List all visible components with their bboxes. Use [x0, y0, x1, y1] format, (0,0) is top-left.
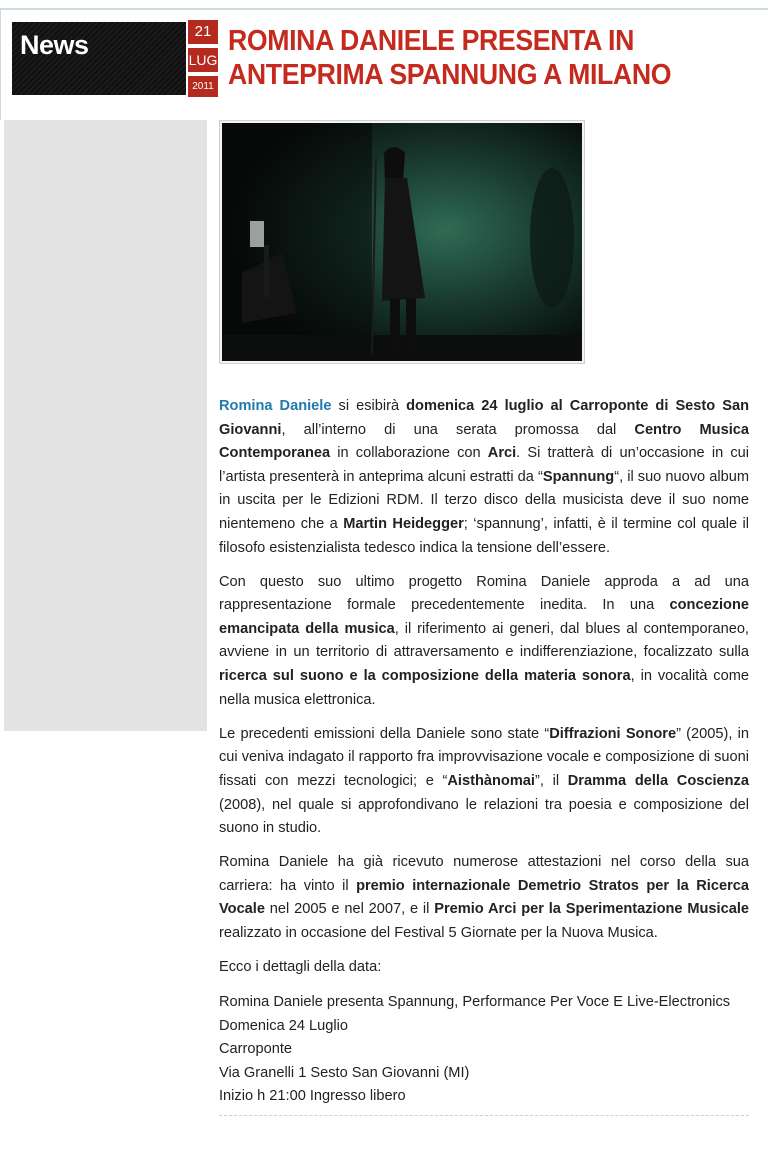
text: , all’interno di una serata promossa dal	[281, 421, 635, 438]
bold-text: Arci	[487, 445, 517, 462]
bold-text: ricerca sul suono e la composizione della materia sonora	[219, 668, 631, 685]
sidebar	[4, 120, 207, 731]
text: “, il suo nuovo album in uscita per le Edizioni RDM. Il terzo disco della musicista deve il suo nome nientemeno che a	[219, 468, 749, 532]
article-body	[219, 395, 749, 990]
text: realizzato in occasione del Festival 5 Giornate per la Nuova Musica.	[219, 924, 658, 941]
bold-text: Aisthànomai	[447, 772, 535, 789]
bold-text: Premio Arci per la Sperimentazione Musicale	[434, 901, 749, 918]
text: , il riferimento ai generi, dal blues al contemporaneo, avviene in un territorio di attraversamento e indifferenziazione, focalizzato sulla	[219, 620, 749, 661]
paragraph-4	[219, 851, 749, 945]
event-address: Via Granelli 1 Sesto San Giovanni (MI)	[219, 1064, 470, 1081]
event-time: Inizio h 21:00 Ingresso libero	[219, 1088, 406, 1105]
event-date: Domenica 24 Luglio	[219, 1017, 348, 1034]
article-photo[interactable]	[219, 120, 585, 364]
performer-on-stage-image	[222, 123, 582, 361]
date-year: 2011	[188, 76, 218, 97]
artist-link[interactable]: Romina Daniele	[219, 398, 332, 414]
bold-text: premio internazionale Demetrio Stratos per la Ricerca Vocale	[219, 877, 749, 918]
text: Romina Daniele ha già ricevuto numerose attestazioni nel corso della sua carriera: ha vinto il	[219, 854, 749, 894]
event-details	[219, 991, 749, 1109]
bold-text: domenica 24 luglio al Carroponte di Sesto San Giovanni	[219, 398, 749, 438]
date-day: 21	[188, 20, 218, 44]
paragraph-5: Ecco i dettagli della data:	[219, 959, 382, 976]
text: nel 2005 e nel 2007, e il	[264, 901, 435, 918]
news-label: News	[20, 30, 89, 60]
bold-text: concezione emancipata della musica	[219, 597, 749, 637]
bold-text: Martin Heidegger	[343, 515, 464, 532]
text: . Si tratterà di un’occasione in cui l’artista presenterà in anteprima alcuni estratti da “	[219, 445, 750, 485]
text: ” (2005), in cui veniva indagato il rapporto fra improvvisazione vocale e composizione di suoni fissati con mezzi tecnologici; e “	[219, 725, 749, 789]
top-border	[0, 8, 768, 10]
bold-text: Diffrazioni Sonore	[549, 725, 677, 742]
date-month: LUG	[188, 48, 218, 72]
headline-line-2: ANTEPRIMA SPANNUNG A MILANO	[228, 59, 672, 91]
paragraph-3	[219, 723, 749, 841]
text: si esibirà	[331, 398, 407, 414]
bold-text: Dramma della Coscienza	[567, 772, 749, 789]
bold-text: Spannung	[542, 468, 615, 485]
text: in collaborazione con	[330, 445, 488, 462]
text: Con questo suo ultimo progetto Romina Daniele approda a ad una rappresentazione formale precedentemente inedita. In una	[219, 573, 749, 614]
text: , in vocalità come nella musica elettronica.	[219, 668, 749, 708]
text: ”, il	[534, 772, 568, 789]
text: Le precedenti emissioni della Daniele sono state “	[219, 725, 550, 742]
event-title: Romina Daniele presenta Spannung, Performance Per Voce E Live-Electronics	[219, 994, 731, 1010]
paragraph-2	[219, 571, 749, 713]
text: (2008), nel quale si approfondivano le relazioni tra poesia e composizione del suono in studio.	[219, 796, 749, 837]
paragraph-1	[219, 395, 749, 560]
text: ; ‘spannung’, infatti, è il termine col quale il filosofo esistenzialista tedesco indica la tensione dell’essere.	[219, 515, 749, 556]
bold-text: Centro Musica Contemporanea	[219, 421, 749, 462]
event-venue: Carroponte	[219, 1041, 293, 1058]
left-border	[0, 10, 1, 120]
date-box	[188, 20, 218, 97]
news-badge[interactable]	[12, 22, 188, 95]
divider	[219, 1115, 749, 1116]
article-headline[interactable]	[228, 24, 716, 92]
headline-line-1: ROMINA DANIELE PRESENTA IN	[228, 25, 634, 57]
